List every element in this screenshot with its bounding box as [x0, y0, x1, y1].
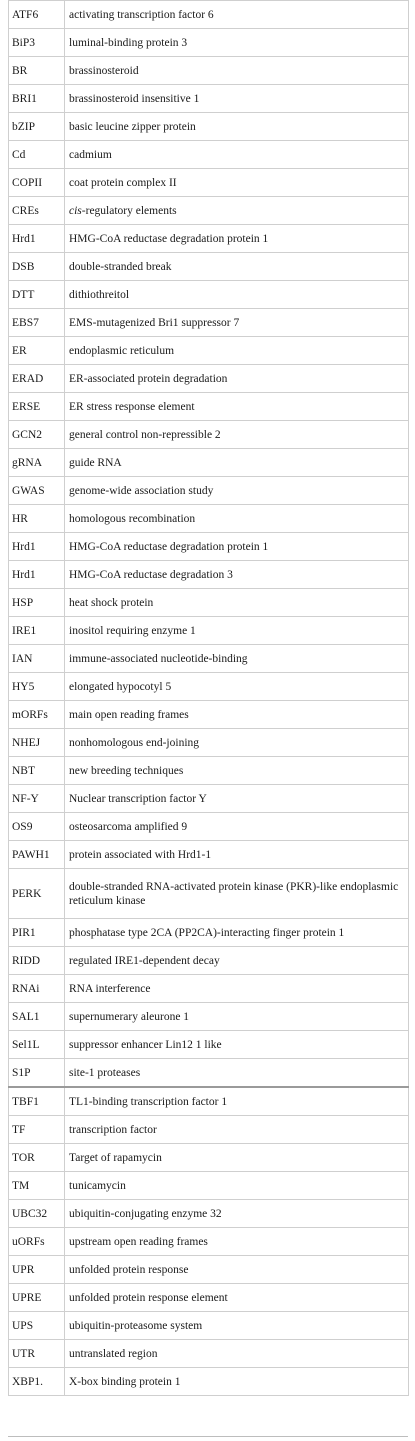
- table-row: [9, 1200, 409, 1228]
- definition-cell: RNA interference: [65, 975, 409, 1003]
- definition-cell: coat protein complex II: [65, 169, 409, 197]
- table-row: [9, 365, 409, 393]
- abbreviation-cell: ATF6: [9, 1, 65, 29]
- bottom-divider: [8, 1436, 408, 1437]
- table-row: [9, 1144, 409, 1172]
- abbreviation-cell: EBS7: [9, 309, 65, 337]
- table-row: [9, 337, 409, 365]
- definition-cell: genome-wide association study: [65, 477, 409, 505]
- table-row: [9, 113, 409, 141]
- definition-cell: phosphatase type 2CA (PP2CA)-interacting finger protein 1: [65, 919, 409, 947]
- definition-cell: X-box binding protein 1: [65, 1368, 409, 1396]
- table-row: [9, 1368, 409, 1396]
- definition-cell: brassinosteroid insensitive 1: [65, 85, 409, 113]
- abbreviation-cell: UPS: [9, 1312, 65, 1340]
- abbreviation-cell: ERAD: [9, 365, 65, 393]
- abbreviation-cell: UPRE: [9, 1284, 65, 1312]
- definition-cell: heat shock protein: [65, 589, 409, 617]
- abbreviation-cell: Cd: [9, 141, 65, 169]
- definition-cell: main open reading frames: [65, 701, 409, 729]
- table-row: [9, 1312, 409, 1340]
- definition-cell: osteosarcoma amplified 9: [65, 813, 409, 841]
- table-row: [9, 1059, 409, 1088]
- abbreviation-cell: DTT: [9, 281, 65, 309]
- definition-cell: nonhomologous end-joining: [65, 729, 409, 757]
- definition-cell: activating transcription factor 6: [65, 1, 409, 29]
- definition-italic-prefix: cis: [69, 204, 82, 217]
- abbreviation-cell: PERK: [9, 869, 65, 919]
- definition-cell: immune-associated nucleotide-binding: [65, 645, 409, 673]
- definition-cell: luminal-binding protein 3: [65, 29, 409, 57]
- table-row: [9, 1256, 409, 1284]
- definition-cell: ER stress response element: [65, 393, 409, 421]
- definition-cell: [65, 197, 409, 225]
- table-row: [9, 701, 409, 729]
- abbreviation-cell: XBP1.: [9, 1368, 65, 1396]
- definition-cell: HMG-CoA reductase degradation 3: [65, 561, 409, 589]
- table-row: [9, 729, 409, 757]
- table-row: [9, 673, 409, 701]
- table-row: [9, 421, 409, 449]
- definition-cell: HMG-CoA reductase degradation protein 1: [65, 533, 409, 561]
- table-row: [9, 645, 409, 673]
- definition-cell: elongated hypocotyl 5: [65, 673, 409, 701]
- definition-cell: ubiquitin-proteasome system: [65, 1312, 409, 1340]
- table-row: [9, 197, 409, 225]
- definition-cell: tunicamycin: [65, 1172, 409, 1200]
- definition-cell: dithiothreitol: [65, 281, 409, 309]
- table-row: [9, 757, 409, 785]
- definition-cell: TL1-binding transcription factor 1: [65, 1087, 409, 1116]
- definition-cell: ER-associated protein degradation: [65, 365, 409, 393]
- abbreviation-cell: RIDD: [9, 947, 65, 975]
- definition-cell: guide RNA: [65, 449, 409, 477]
- abbreviation-cell: UPR: [9, 1256, 65, 1284]
- definition-cell: protein associated with Hrd1-1: [65, 841, 409, 869]
- abbreviation-cell: Sel1L: [9, 1031, 65, 1059]
- table-row: [9, 1340, 409, 1368]
- abbreviation-cell: Hrd1: [9, 225, 65, 253]
- abbreviation-cell: TM: [9, 1172, 65, 1200]
- table-row: [9, 57, 409, 85]
- definition-cell: site-1 proteases: [65, 1059, 409, 1088]
- abbreviation-cell: TBF1: [9, 1087, 65, 1116]
- definition-cell: unfolded protein response: [65, 1256, 409, 1284]
- table-row: [9, 589, 409, 617]
- table-row: [9, 309, 409, 337]
- abbreviation-cell: IRE1: [9, 617, 65, 645]
- table-row: [9, 841, 409, 869]
- table-row: [9, 225, 409, 253]
- table-row: [9, 1003, 409, 1031]
- table-row: [9, 85, 409, 113]
- definition-cell: HMG-CoA reductase degradation protein 1: [65, 225, 409, 253]
- definition-cell: double-stranded RNA-activated protein kinase (PKR)-like endoplasmic reticulum kinase: [65, 869, 409, 919]
- definition-cell: cadmium: [65, 141, 409, 169]
- table-row: [9, 1031, 409, 1059]
- abbreviation-cell: NF-Y: [9, 785, 65, 813]
- definition-cell: Nuclear transcription factor Y: [65, 785, 409, 813]
- definition-cell: endoplasmic reticulum: [65, 337, 409, 365]
- table-row: [9, 1087, 409, 1116]
- definition-cell: unfolded protein response element: [65, 1284, 409, 1312]
- table-row: [9, 919, 409, 947]
- table-row: [9, 813, 409, 841]
- abbreviation-cell: ER: [9, 337, 65, 365]
- abbreviation-cell: BR: [9, 57, 65, 85]
- abbreviation-cell: Hrd1: [9, 533, 65, 561]
- table-row: [9, 1172, 409, 1200]
- table-row: [9, 1284, 409, 1312]
- abbreviation-cell: GWAS: [9, 477, 65, 505]
- abbreviations-table-body: [9, 1, 409, 1396]
- definition-cell: new breeding techniques: [65, 757, 409, 785]
- definition-cell: basic leucine zipper protein: [65, 113, 409, 141]
- table-row: [9, 617, 409, 645]
- abbreviation-cell: HR: [9, 505, 65, 533]
- abbreviation-cell: HY5: [9, 673, 65, 701]
- abbreviation-cell: PIR1: [9, 919, 65, 947]
- table-row: [9, 533, 409, 561]
- abbreviation-cell: BiP3: [9, 29, 65, 57]
- abbreviations-table: [8, 0, 409, 1396]
- abbreviation-cell: Hrd1: [9, 561, 65, 589]
- table-row: [9, 393, 409, 421]
- definition-cell: upstream open reading frames: [65, 1228, 409, 1256]
- abbreviation-cell: RNAi: [9, 975, 65, 1003]
- definition-text: -regulatory elements: [81, 204, 177, 217]
- abbreviation-cell: SAL1: [9, 1003, 65, 1031]
- abbreviation-cell: PAWH1: [9, 841, 65, 869]
- abbreviation-cell: IAN: [9, 645, 65, 673]
- abbreviation-cell: CREs: [9, 197, 65, 225]
- definition-cell: supernumerary aleurone 1: [65, 1003, 409, 1031]
- table-row: [9, 869, 409, 919]
- table-row: [9, 169, 409, 197]
- table-row: [9, 281, 409, 309]
- definition-cell: transcription factor: [65, 1116, 409, 1144]
- table-row: [9, 141, 409, 169]
- abbreviation-cell: NBT: [9, 757, 65, 785]
- abbreviation-cell: uORFs: [9, 1228, 65, 1256]
- abbreviation-cell: TOR: [9, 1144, 65, 1172]
- abbreviation-cell: UBC32: [9, 1200, 65, 1228]
- definition-cell: general control non-repressible 2: [65, 421, 409, 449]
- definition-cell: suppressor enhancer Lin12 1 like: [65, 1031, 409, 1059]
- table-row: [9, 1116, 409, 1144]
- abbreviation-cell: ERSE: [9, 393, 65, 421]
- abbreviation-cell: NHEJ: [9, 729, 65, 757]
- definition-cell: Target of rapamycin: [65, 1144, 409, 1172]
- table-row: [9, 561, 409, 589]
- definition-cell: inositol requiring enzyme 1: [65, 617, 409, 645]
- table-row: [9, 785, 409, 813]
- table-row: [9, 975, 409, 1003]
- abbreviation-cell: GCN2: [9, 421, 65, 449]
- abbreviation-cell: DSB: [9, 253, 65, 281]
- abbreviation-cell: S1P: [9, 1059, 65, 1088]
- abbreviation-cell: mORFs: [9, 701, 65, 729]
- abbreviation-cell: TF: [9, 1116, 65, 1144]
- definition-cell: homologous recombination: [65, 505, 409, 533]
- table-row: [9, 253, 409, 281]
- definition-cell: regulated IRE1-dependent decay: [65, 947, 409, 975]
- abbreviation-cell: bZIP: [9, 113, 65, 141]
- definition-cell: EMS-mutagenized Bri1 suppressor 7: [65, 309, 409, 337]
- abbreviation-cell: BRI1: [9, 85, 65, 113]
- table-row: [9, 1228, 409, 1256]
- definition-cell: untranslated region: [65, 1340, 409, 1368]
- table-row: [9, 505, 409, 533]
- table-row: [9, 29, 409, 57]
- abbreviation-cell: UTR: [9, 1340, 65, 1368]
- definition-cell: brassinosteroid: [65, 57, 409, 85]
- abbreviation-cell: COPII: [9, 169, 65, 197]
- definition-cell: ubiquitin-conjugating enzyme 32: [65, 1200, 409, 1228]
- abbreviation-cell: HSP: [9, 589, 65, 617]
- table-row: [9, 477, 409, 505]
- abbreviation-cell: OS9: [9, 813, 65, 841]
- abbreviation-cell: gRNA: [9, 449, 65, 477]
- definition-cell: double-stranded break: [65, 253, 409, 281]
- table-row: [9, 449, 409, 477]
- table-row: [9, 947, 409, 975]
- table-row: [9, 1, 409, 29]
